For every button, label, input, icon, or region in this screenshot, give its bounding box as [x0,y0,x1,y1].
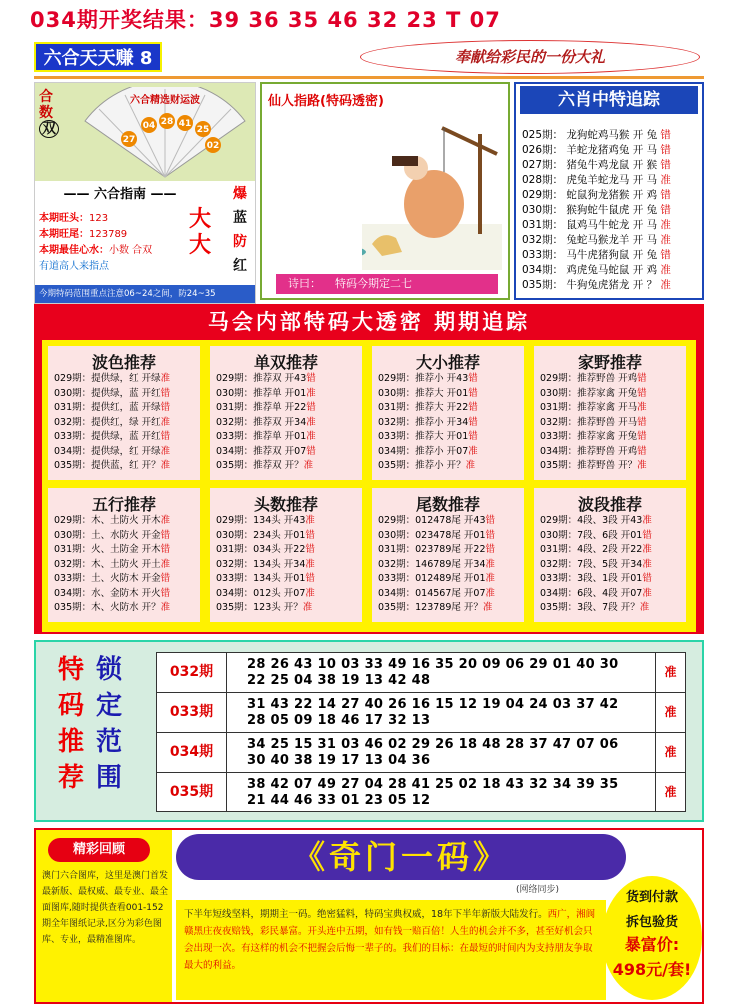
card-title: 尾数推荐 [415,495,480,514]
tip-card [48,346,200,480]
hesd-label [39,89,59,137]
card-row: 029期：4段、3段 开43准 [540,515,652,526]
special-row [157,693,685,733]
fan-ball: 02 [206,141,220,151]
card-row: 030期：推荐单 开01准 [216,387,316,399]
card-row: 035期：3段、7段 开？准 [540,602,650,613]
card-row: 035期：木、火防水 开？准 [54,602,171,613]
card-row: 034期：提供绿，红 开绿准 [54,445,171,457]
tip-card [534,346,686,480]
card-row: 030期：提供绿，蓝 开红错 [54,387,171,399]
tip-card [372,346,524,480]
big-char: 大 大 [188,207,211,258]
card-row: 032期：木、土防火 开土准 [54,558,171,570]
card-row: 035期：推荐野兽 开？准 [540,460,647,471]
qimen-banner: 《奇门一码》 [176,834,626,880]
card-row: 034期：水、金防木 开火错 [54,587,171,599]
card-row: 032期：134头 开34准 [216,558,315,570]
poem-banner: 诗曰： 特码今期定二七 [276,274,498,294]
card-title: 单双推荐 [253,353,318,372]
card-title: 家野推荐 [577,353,642,372]
zodiac-row: 035期： 牛狗兔虎猪龙 开 ？ 准 [522,279,671,291]
card-row: 034期：推荐小 开07准 [378,445,478,457]
card-row: 031期：推荐家禽 开马准 [540,402,647,413]
price-line: 暴富价: [624,935,680,954]
card-row: 034期：014567尾 开07准 [378,587,496,599]
price-line: 货到付款 [625,890,678,905]
card-row: 035期：123头 开？准 [216,602,313,613]
card-row: 029期：提供绿，红 开绿准 [54,373,171,384]
card-row: 033期：土、火防木 开金错 [54,573,171,584]
zodiac-row: 027期： 猪兔牛鸡龙鼠 开 猴 错 [522,159,671,171]
card-row: 030期：023478尾 开01错 [378,529,496,541]
special-result: 准 [655,733,685,772]
card-title: 头数推荐 [253,495,318,514]
guide-title: —— 六合指南 —— [63,187,177,202]
side-char: 红 [233,258,247,274]
card-row: 030期：234头 开01错 [216,529,315,541]
card-row: 029期：134头 开43准 [216,515,315,526]
special-period: 035期 [157,773,227,812]
card-row: 031期：提供红，蓝 开绿错 [54,402,171,413]
card-row: 033期：提供绿，蓝 开红错 [54,431,171,442]
review-title: 精彩回顾 [48,838,150,862]
card-row: 035期：推荐双 开？准 [216,460,314,471]
side-char: 防 [233,234,247,250]
hesd-label-text: 合数 [39,89,53,121]
range-footer: 今期特码范围重点注意06~24之间，防24~35 [35,285,255,303]
zodiac-list [522,128,671,293]
special-numbers: 34 25 15 31 03 46 02 29 26 18 48 28 37 47 07 06 30 40 38 19 17 13 04 36 [247,737,619,768]
zodiac-row: 026期： 羊蛇龙猪鸡兔 开 马 错 [522,144,671,156]
guide-title-text: 六合指南 [93,187,146,202]
middle-panel [260,82,510,300]
special-col-1: 特 码 推 荐 [58,655,85,793]
fan-icon [79,87,251,179]
hesd-value: 双 [39,120,59,138]
card-row: 029期：推荐野兽 开鸡错 [540,373,647,384]
promo-desc: 下半年短线坚料，期期主一码。绝密猛料，特码宝典权威，18年下半年新版大陆发行。西广，湘阆赣黑庄夜夜赔钱，彩民暴富。开头连中五期，如有钱一赔百倍！人生的机会并不多，甚至好机会只会出现一次。有这样的机会不把握会后悔一辈子的。我们的目标：在最短的时间内为支持朋友争取最大的利益。 [176,900,606,1000]
fan-ball: 25 [196,125,210,135]
card-row: 030期：推荐家禽 开兔错 [540,387,647,399]
divider [34,76,704,79]
special-col-2: 锁 定 范 围 [96,655,123,793]
right-title: 六肖中特追踪 [520,86,698,114]
card-row: 035期：123789尾 开？准 [378,602,493,613]
fan-ball: 04 [142,121,156,131]
card-row: 033期：推荐家禽 开兔错 [540,431,647,442]
card-title: 大小推荐 [415,353,480,372]
card-row: 030期：推荐大 开01错 [378,387,478,399]
tip-card [534,488,686,622]
card-row: 034期：6段、4段 开07准 [540,587,652,599]
tip-card [210,346,362,480]
card-title: 波段推荐 [577,495,642,514]
fan-ball: 41 [178,119,192,129]
card-row: 033期：012489尾 开01准 [378,573,496,584]
review-box [36,830,172,1002]
fan-box [35,83,255,181]
card-row: 031期：推荐大 开22错 [378,402,478,413]
card-row: 033期：3段、1段 开01错 [540,573,652,584]
zodiac-row: 034期： 鸡虎兔马蛇鼠 开 鸡 准 [522,264,671,276]
card-row: 029期：012478尾 开43错 [378,515,496,526]
result-bar [0,0,740,36]
poem-text: 特码今期定二七 [335,277,412,290]
card-row: 033期：推荐大 开01错 [378,431,478,442]
special-table [156,652,686,812]
tip-card [210,488,362,622]
special-period: 033期 [157,693,227,732]
special-numbers: 31 43 22 14 27 40 26 16 15 12 19 04 24 03 37 42 28 05 09 18 46 17 32 13 [247,697,619,728]
immortal-illustration [362,114,502,270]
zodiac-row: 025期： 龙狗蛇鸡马猴 开 兔 错 [522,129,671,141]
card-row: 032期：7段、5段 开34准 [540,558,652,570]
guide-line: 本期旺尾：123789 [39,229,128,240]
middle-title: 仙人指路(特码透密) [268,94,384,109]
special-row [157,733,685,773]
card-row: 029期：推荐双 开43错 [216,373,316,384]
zodiac-row: 033期： 马牛虎猪狗鼠 开 兔 错 [522,249,671,261]
card-row: 030期：土、水防火 开金错 [54,529,171,541]
zodiac-row: 032期： 兔蛇马猴龙羊 开 马 准 [522,234,671,246]
card-row: 032期：提供红，绿 开红准 [54,416,171,428]
card-row: 031期：034头 开22错 [216,544,315,555]
card-row: 032期：推荐小 开34错 [378,416,478,428]
review-text: 澳门六合图库，这里是澳门首发最新版、最权威、最专业、最全面图库,随时提供查看001-152期全年图纸记录,区分为彩色图库、专业，最精准图库。 [42,871,169,945]
promo-section [34,828,704,1004]
special-box [34,640,704,822]
zodiac-row: 030期： 猴狗蛇牛鼠虎 开 兔 错 [522,204,671,216]
left-panel [34,82,256,304]
special-period: 034期 [157,733,227,772]
side-char: 爆 [233,186,247,202]
fan-ball: 28 [160,117,174,127]
card-row: 034期：012头 开07准 [216,587,315,599]
price-line: 拆包验货 [625,915,678,930]
zodiac-row: 031期： 鼠鸡马牛蛇龙 开 马 准 [522,219,671,231]
zodiac-row: 028期： 虎兔羊蛇龙马 开 马 准 [522,174,671,186]
card-row: 032期：推荐野兽 开马错 [540,416,647,428]
card-row: 035期：推荐小 开？准 [378,460,476,471]
net-sync: (网络同步) [516,885,560,895]
card-row: 035期：提供蓝，红 开？准 [54,460,171,471]
right-panel [514,82,704,300]
version-badge: 六合天天赚 8 [34,42,162,72]
card-row: 031期：023789尾 开22错 [378,544,496,555]
tip-card [372,488,524,622]
card-row: 034期：推荐双 开07错 [216,445,316,457]
special-numbers: 28 26 43 10 03 33 49 16 35 20 09 06 29 01 40 30 22 25 04 38 19 13 42 48 [247,657,619,688]
price-badge [602,876,702,1000]
card-title: 五行推荐 [91,495,156,514]
card-row: 029期：木、土防火 开木准 [54,515,171,526]
tip-card [48,488,200,622]
special-row [157,653,685,693]
card-row: 030期：7段、6段 开01错 [540,529,652,541]
price-value: 498元/套! [612,960,692,979]
special-result: 准 [655,773,685,812]
result-line: 034期开奖结果：39 36 35 46 32 23 T 07 [30,8,501,32]
guide-note: 有道高人来指点 [39,261,109,272]
card-row: 032期：146789尾 开34准 [378,558,496,570]
guide-line: 本期旺头：123 [39,213,109,224]
special-period: 032期 [157,653,227,692]
side-char: 蓝 [233,210,247,226]
fan-title: 六合精选财运波 [130,95,200,106]
special-result: 准 [655,653,685,692]
cards-grid [42,340,696,632]
card-row: 029期：推荐小 开43错 [378,373,478,384]
card-row: 033期：134头 开01错 [216,573,315,584]
fan-ball: 27 [122,135,136,145]
zodiac-row: 029期： 蛇鼠狗龙猪猴 开 鸡 错 [522,189,671,201]
special-numbers: 38 42 07 49 27 04 28 41 25 02 18 43 32 34 39 35 21 44 46 33 01 23 05 12 [247,777,619,808]
special-row [157,773,685,813]
tips-section [34,304,704,634]
gift-slogan: 奉献给彩民的一份大礼 [360,40,700,74]
special-result: 准 [655,693,685,732]
card-row: 031期：推荐单 开22错 [216,402,316,413]
card-row: 033期：推荐单 开01准 [216,431,316,442]
guide-line: 本期最佳心水：小数 合双 [39,245,153,256]
section-title: 马会内部特码大透密 期期追踪 [207,309,531,334]
card-row: 032期：推荐双 开34准 [216,416,316,428]
card-title: 波色推荐 [91,353,156,372]
card-row: 034期：推荐野兽 开鸡错 [540,445,647,457]
card-row: 031期：4段、2段 开22准 [540,544,652,555]
card-row: 031期：火、土防金 开木错 [54,544,171,555]
